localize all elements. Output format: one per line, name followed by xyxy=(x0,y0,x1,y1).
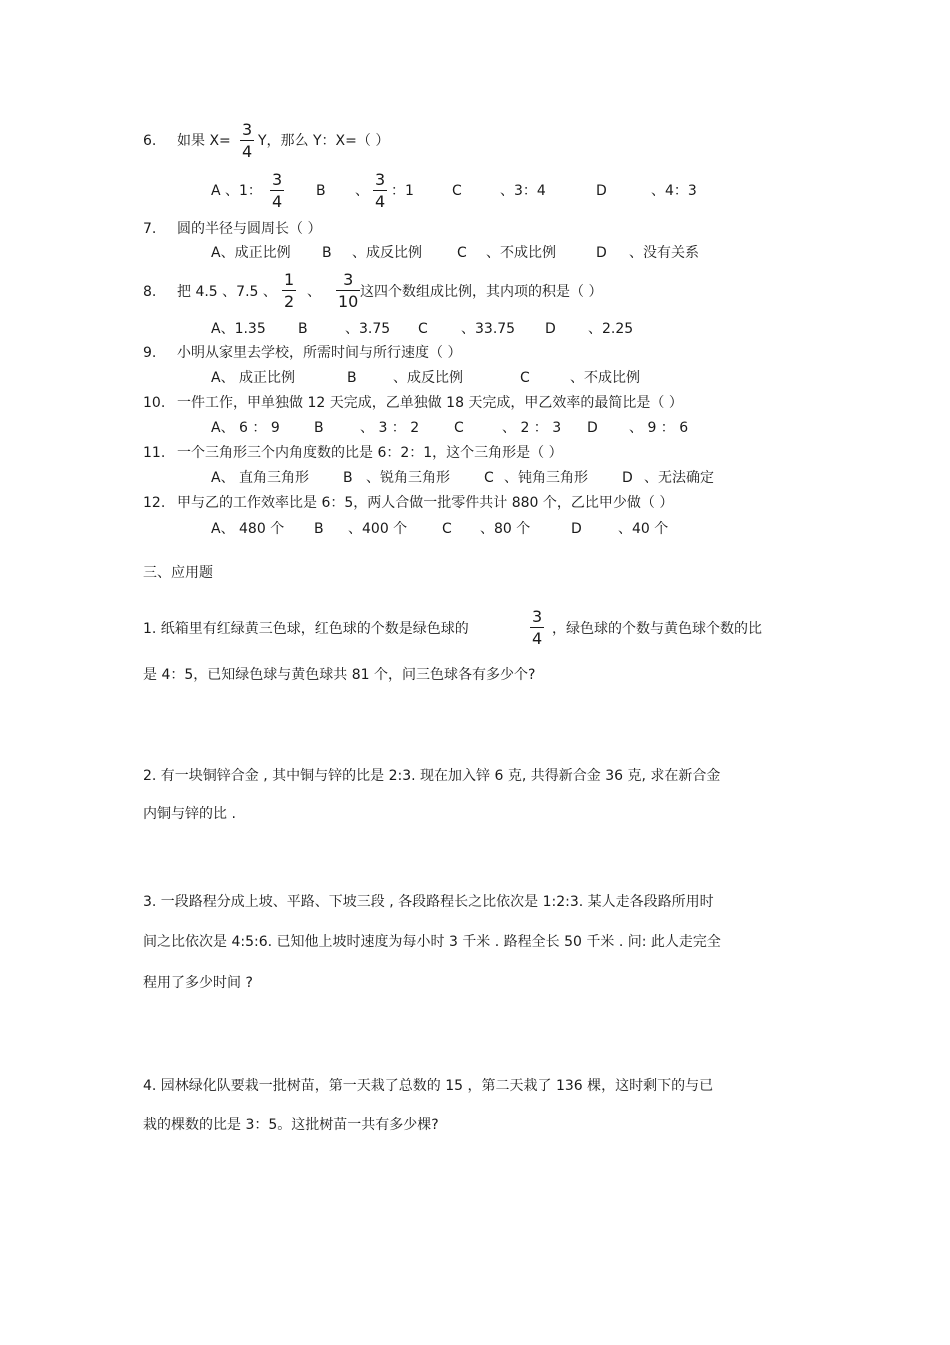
q8-option-d-label: D xyxy=(545,321,556,337)
q7-option-b-label: B xyxy=(322,245,332,261)
q6-option-b-label: B xyxy=(316,183,326,199)
fraction-bar xyxy=(282,290,296,291)
q11-option-d-label: D xyxy=(622,470,633,486)
fraction-bar xyxy=(336,290,360,291)
q10-option-d-label: D xyxy=(587,420,598,436)
q6-option-b-fraction xyxy=(373,172,387,210)
q8-option-c-value: 、33.75 xyxy=(461,321,516,337)
fraction-bar xyxy=(270,190,284,191)
fraction-numerator: 3 xyxy=(242,120,253,139)
q7-option-d-label: D xyxy=(596,245,607,261)
q11-option-b-value: 、锐角三角形 xyxy=(366,470,450,486)
q7-option-d-value: 、没有关系 xyxy=(629,245,699,261)
problem-3-line-3: 程用了多少时间 ? xyxy=(143,975,253,991)
fraction-bar xyxy=(240,140,254,141)
q9-option-c-value: 、不成比例 xyxy=(570,370,640,386)
q12-option-d-value: 、40 个 xyxy=(618,521,669,537)
fraction-numerator: 3 xyxy=(532,607,543,626)
problem-3-line-1: 3. 一段路程分成上坡、平路、下坡三段 , 各段路程长之比依次是 1:2:3. 某人走各段路所用时 xyxy=(143,894,714,910)
problem-1-text-b: ，绿色球的个数与黄色球个数的比 xyxy=(552,621,762,637)
fraction-bar xyxy=(373,190,387,191)
q7-option-c-value: 、不成比例 xyxy=(486,245,556,261)
q12-option-c-value: 、80 个 xyxy=(480,521,531,537)
problem-3-line-2: 间之比依次是 4:5:6. 已知他上坡时速度为每小时 3 千米 . 路程全长 50 千米 . 问: 此人走完全 xyxy=(143,934,721,950)
q12-option-d-label: D xyxy=(571,521,582,537)
section-title: 三、应用题 xyxy=(143,565,213,581)
q9-option-b-value: 、成反比例 xyxy=(393,370,463,386)
fraction-numerator: 1 xyxy=(284,270,295,289)
question-6-text-b: Y，那么 Y：X=（ ） xyxy=(258,133,390,149)
question-8-fraction-2 xyxy=(336,272,360,310)
fraction-denominator: 10 xyxy=(338,292,359,311)
problem-2-line-2: 内铜与锌的比 . xyxy=(143,806,236,822)
q12-option-a: A、 480 个 xyxy=(211,521,285,537)
q9-option-a: A、 成正比例 xyxy=(211,370,296,386)
fraction-denominator: 4 xyxy=(532,629,543,648)
q9-option-b-label: B xyxy=(347,370,357,386)
q10-option-c-value: 、 2 ： 3 xyxy=(502,420,562,436)
problem-4-line-2: 栽的棵数的比是 3：5。这批树苗一共有多少棵? xyxy=(143,1117,439,1133)
q12-option-b-label: B xyxy=(314,521,324,537)
q12-option-b-value: 、400 个 xyxy=(348,521,408,537)
q7-option-b-value: 、成反比例 xyxy=(352,245,422,261)
q6-option-c-label: C xyxy=(452,183,462,199)
q11-option-b-label: B xyxy=(343,470,353,486)
question-8-separator: 、 xyxy=(307,284,321,300)
question-7-number: 7. xyxy=(143,221,157,237)
question-8-text-a: 把 4.5 、7.5 、 xyxy=(177,284,277,300)
question-6-fraction xyxy=(240,122,254,160)
q8-option-c-label: C xyxy=(418,321,428,337)
fraction-denominator: 2 xyxy=(284,292,295,311)
q12-option-c-label: C xyxy=(442,521,452,537)
fraction-bar xyxy=(530,627,544,628)
problem-4-line-1: 4. 园林绿化队要栽一批树苗，第一天栽了总数的 15 ，第二天栽了 136 棵，这时剩下的与已 xyxy=(143,1078,714,1094)
fraction-denominator: 4 xyxy=(242,142,253,161)
q6-option-b-value: ：1 xyxy=(391,183,414,199)
q11-option-c-value: 、钝角三角形 xyxy=(504,470,588,486)
q10-option-c-label: C xyxy=(454,420,464,436)
q10-option-a: A、 6 ： 9 xyxy=(211,420,280,436)
fraction-denominator: 4 xyxy=(375,192,386,211)
q7-option-a: A、成正比例 xyxy=(211,245,291,261)
q10-option-b-label: B xyxy=(314,420,324,436)
question-6-number: 6. xyxy=(143,133,157,149)
q9-option-c-label: C xyxy=(520,370,530,386)
problem-2-line-1: 2. 有一块铜锌合金 , 其中铜与锌的比是 2:3. 现在加入锌 6 克, 共得新合金 36 克, 求在新合金 xyxy=(143,768,721,784)
problem-1-text-a: 1. 纸箱里有红绿黄三色球，红色球的个数是绿色球的 xyxy=(143,621,469,637)
fraction-numerator: 3 xyxy=(343,270,354,289)
question-12-number: 12. xyxy=(143,495,166,511)
fraction-numerator: 3 xyxy=(272,170,283,189)
q6-option-a-label: A 、1： xyxy=(211,183,262,199)
question-9-text: 小明从家里去学校，所需时间与所行速度（ ） xyxy=(177,345,462,361)
q11-option-a: A、 直角三角形 xyxy=(211,470,310,486)
question-9-number: 9. xyxy=(143,345,157,361)
q6-option-d-label: D xyxy=(596,183,607,199)
fraction-numerator: 3 xyxy=(375,170,386,189)
q7-option-c-label: C xyxy=(457,245,467,261)
q6-option-d-value: 、4：3 xyxy=(651,183,697,199)
problem-1-line-2: 是 4：5，已知绿色球与黄色球共 81 个，问三色球各有多少个? xyxy=(143,667,536,683)
fraction-denominator: 4 xyxy=(272,192,283,211)
q8-option-a: A、1.35 xyxy=(211,321,266,337)
question-10-number: 10. xyxy=(143,395,166,411)
q10-option-d-value: 、 9 ： 6 xyxy=(629,420,689,436)
q6-option-a-fraction xyxy=(270,172,284,210)
problem-1-fraction xyxy=(530,609,544,647)
q10-option-b-value: 、 3 ： 2 xyxy=(360,420,420,436)
q11-option-c-label: C xyxy=(484,470,494,486)
question-11-number: 11. xyxy=(143,445,166,461)
question-12-text: 甲与乙的工作效率比是 6：5，两人合做一批零件共计 880 个，乙比甲少做（ ） xyxy=(177,495,674,511)
q6-option-c-value: 、3：4 xyxy=(500,183,546,199)
question-10-text: 一件工作，甲单独做 12 天完成，乙单独做 18 天完成，甲乙效率的最简比是（ ） xyxy=(177,395,683,411)
q8-option-b-value: 、3.75 xyxy=(345,321,391,337)
question-8-text-b: 这四个数组成比例，其内项的积是（ ） xyxy=(360,284,603,300)
q8-option-d-value: 、2.25 xyxy=(588,321,634,337)
question-8-fraction-1 xyxy=(282,272,296,310)
q11-option-d-value: 、无法确定 xyxy=(644,470,714,486)
question-11-text: 一个三角形三个内角度数的比是 6：2：1，这个三角形是（ ） xyxy=(177,445,563,461)
q6-option-b-prefix: 、 xyxy=(355,183,369,199)
question-7-text: 圆的半径与圆周长（ ） xyxy=(177,221,322,237)
q8-option-b-label: B xyxy=(298,321,308,337)
question-6-text-a: 如果 X= xyxy=(177,133,231,149)
question-8-number: 8. xyxy=(143,284,157,300)
